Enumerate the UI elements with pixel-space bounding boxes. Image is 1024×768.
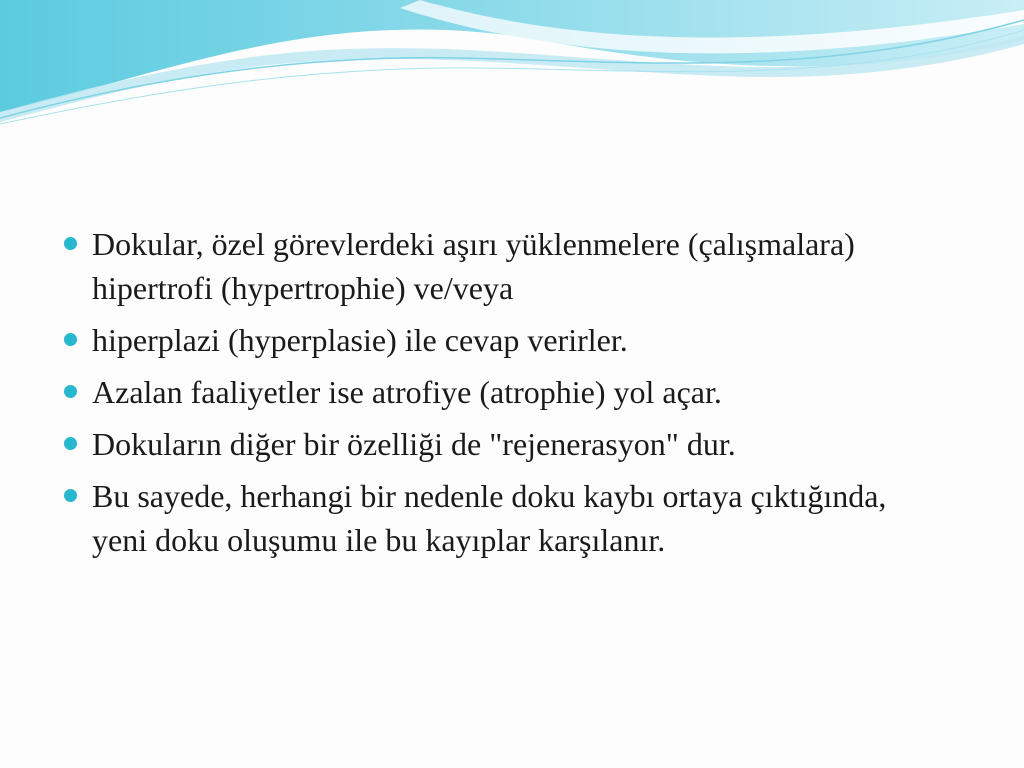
- bullet-text: Azalan faaliyetler ise atrofiye (atrophie) yol açar.: [92, 374, 722, 410]
- bullet-list: [64, 222, 944, 562]
- decorative-wave-header: [0, 0, 1024, 130]
- list-item: [64, 222, 944, 310]
- list-item: [64, 422, 944, 466]
- bullet-text: hiperplazi (hyperplasie) ile cevap verirler.: [92, 322, 628, 358]
- list-item: [64, 474, 944, 562]
- list-item: [64, 318, 944, 362]
- bullet-dot-icon: [64, 437, 77, 450]
- bullet-dot-icon: [64, 489, 77, 502]
- list-item: [64, 370, 944, 414]
- bullet-dot-icon: [64, 333, 77, 346]
- bullet-text: Dokuların diğer bir özelliği de "rejenerasyon" dur.: [92, 426, 736, 462]
- slide-body: [64, 222, 944, 570]
- bullet-text: Bu sayede, herhangi bir nedenle doku kaybı ortaya çıktığında, yeni doku oluşumu ile bu kayıplar karşılanır.: [92, 478, 887, 558]
- bullet-text: Dokular, özel görevlerdeki aşırı yüklenmelere (çalışmalara) hipertrofi (hypertrophie) ve/veya: [92, 226, 855, 306]
- bullet-dot-icon: [64, 237, 77, 250]
- bullet-dot-icon: [64, 385, 77, 398]
